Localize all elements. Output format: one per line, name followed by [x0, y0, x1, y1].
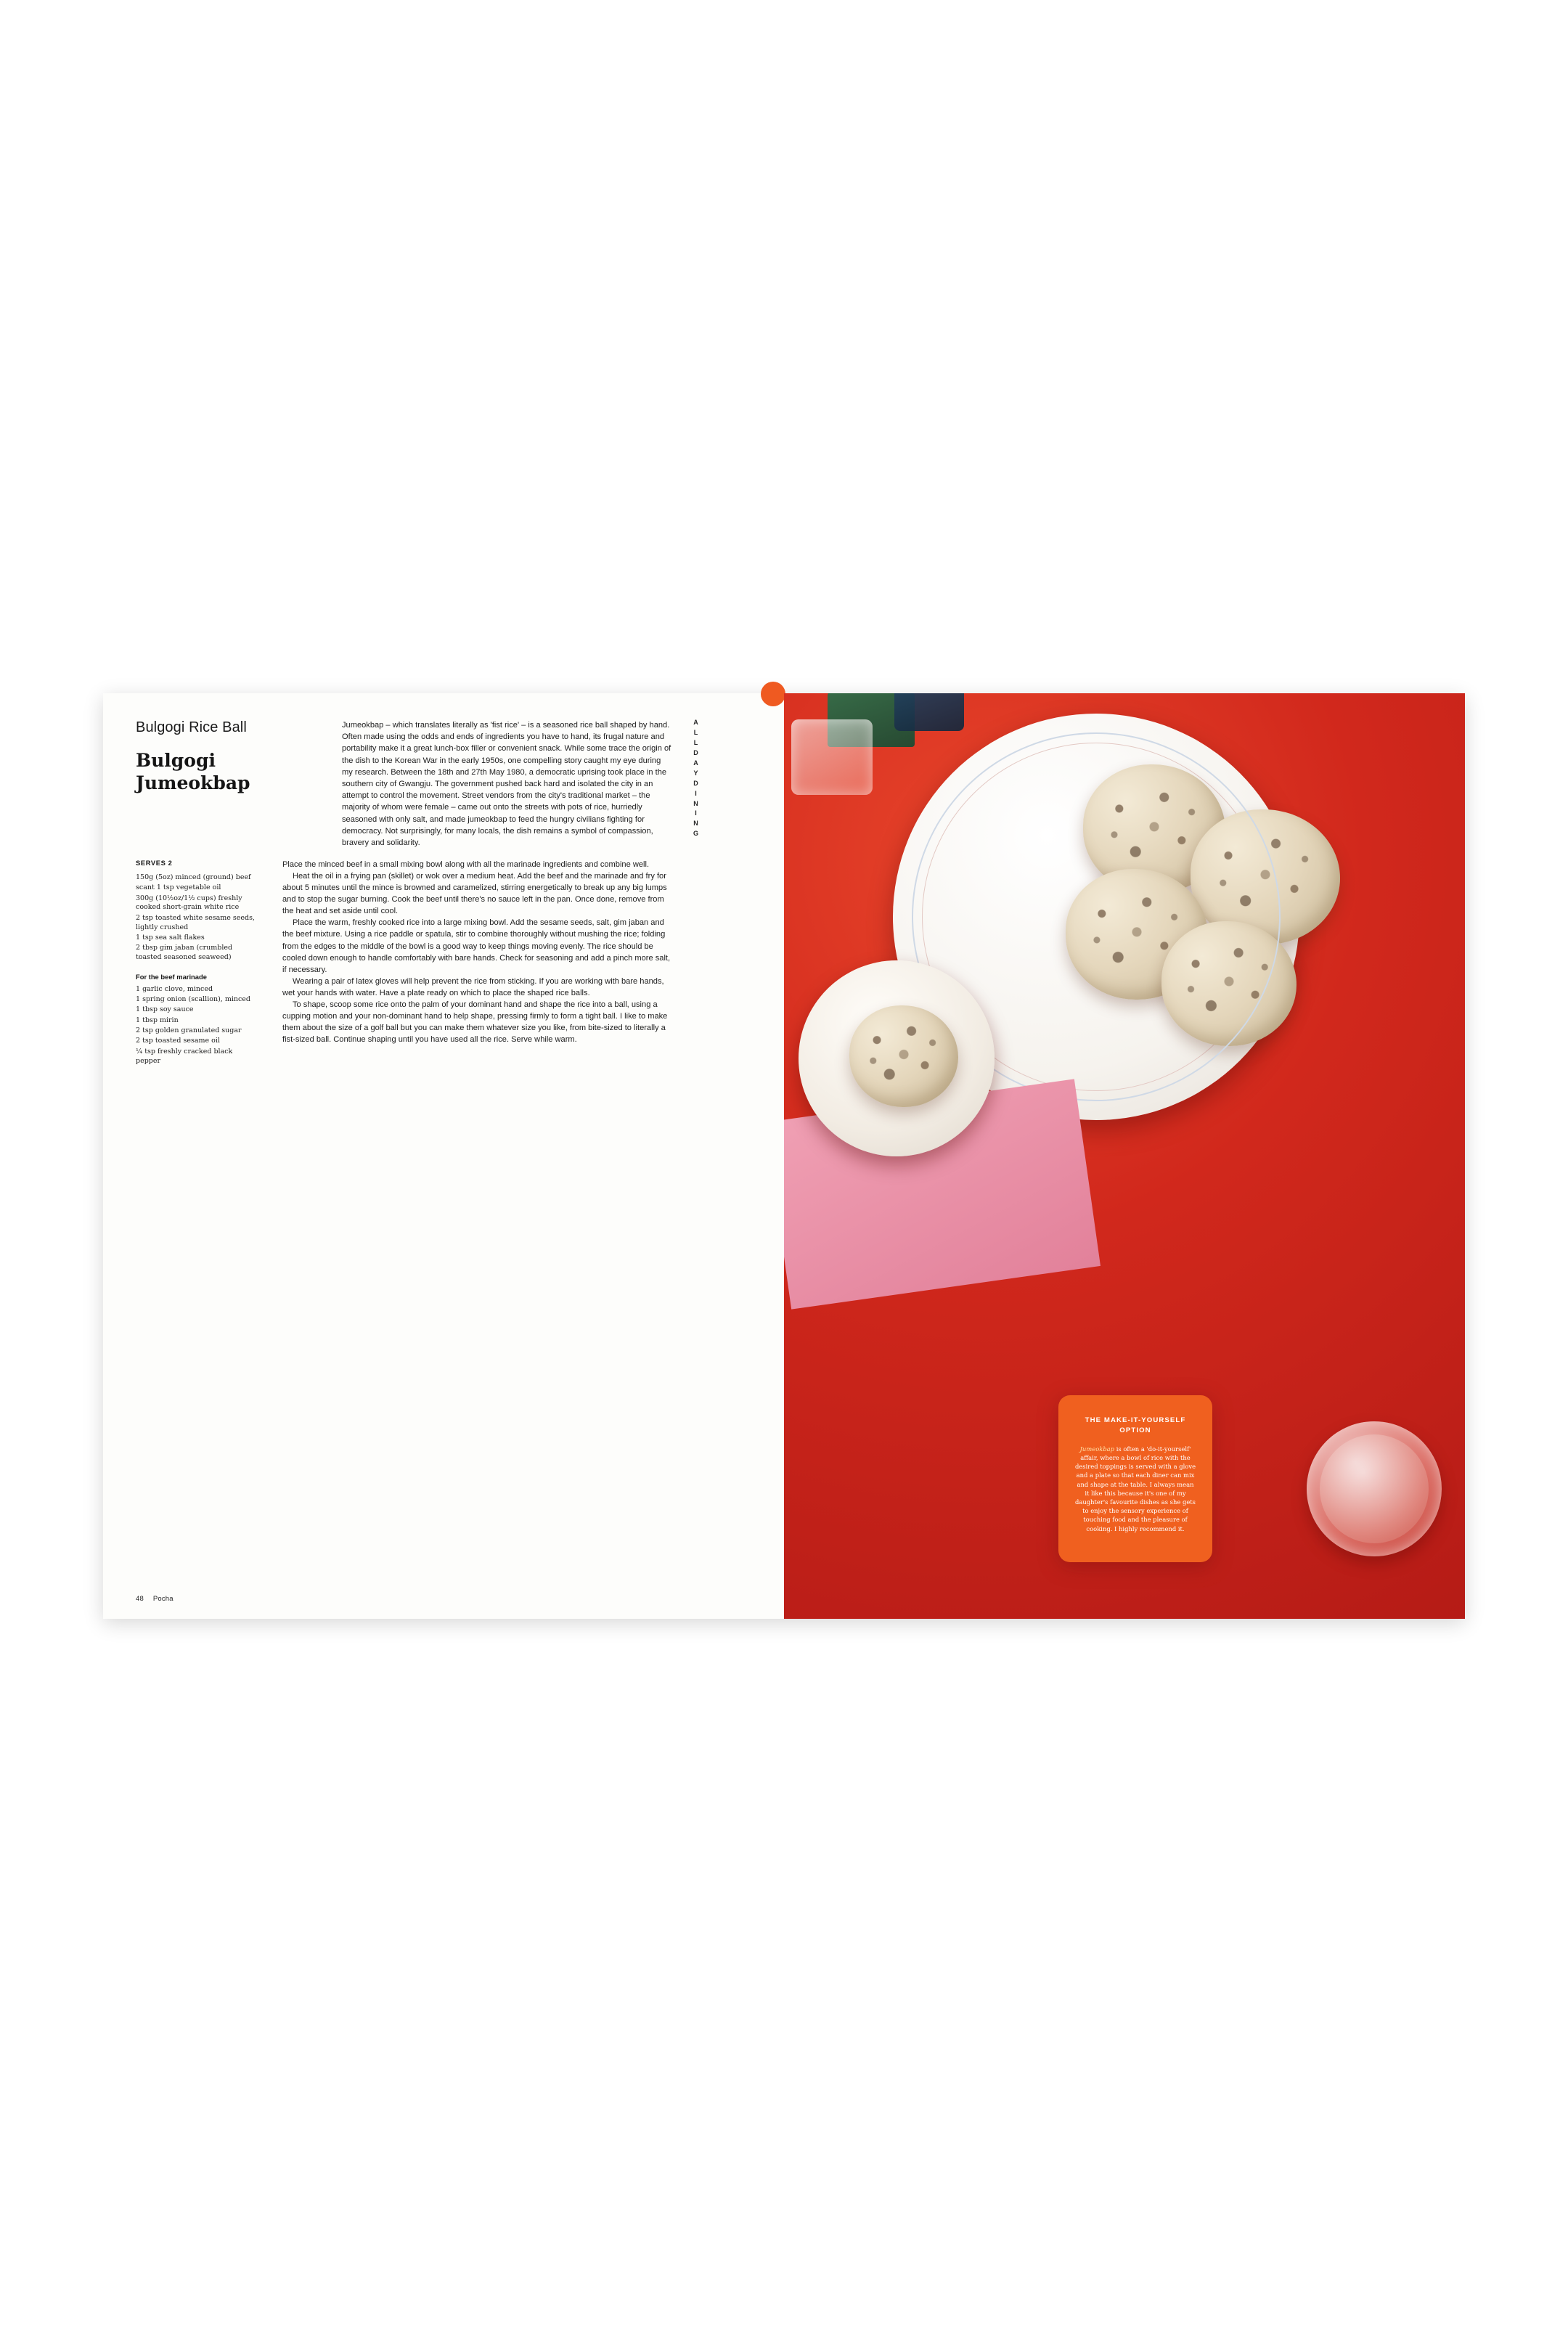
- rice-ball: [1083, 764, 1225, 894]
- recipe-title-main: Bulgogi: [136, 750, 216, 771]
- running-head-letter: I: [695, 809, 698, 817]
- orange-dot-decoration: [761, 682, 785, 706]
- serves-label: SERVES 2: [136, 859, 173, 867]
- running-head-letter: N: [693, 820, 699, 828]
- list-item: 2 tsp toasted sesame oil: [136, 1037, 220, 1045]
- method-step: Heat the oil in a frying pan (skillet) or wok over a medium heat. Add the beef and the marinade and fry for about 5 minutes until the mince is browned and caramelized, stirring energetically to break up any big lumps and to stop the sugar burning. Cook the beef until there's no sauce left in the pan. Once done, remove from the heat and set aside until cool.: [282, 872, 667, 916]
- folio: [136, 1595, 173, 1603]
- callout-body: [1074, 1445, 1196, 1533]
- method-step: Place the warm, freshly cooked rice into a large mixing bowl. Add the sesame seeds, salt, gim jaban and the beef mixture. Using a rice paddle or spatula, stir to combine thoroughly without mushing the rice; folding from the edges to the middle of the bowl is a good way to keep things moving evenly. The rice should be cooled down enough to handle comfortably with bare hands. Check for seasoning and add a pinch more salt, if necessary.: [282, 918, 671, 974]
- ingredients-list: [136, 873, 259, 963]
- drinking-glass: [1307, 1421, 1442, 1556]
- list-item: 1 spring onion (scallion), minced: [136, 995, 251, 1004]
- list-item: 150g (5oz) minced (ground) beef: [136, 873, 251, 881]
- list-item: 1 garlic clove, minced: [136, 984, 213, 993]
- rice-ball: [1161, 921, 1297, 1046]
- method-step: Place the minced beef in a small mixing bowl along with all the marinade ingredients and combine well.: [282, 860, 650, 869]
- marinade-heading: For the beef marinade: [136, 972, 207, 981]
- folio-number: 48: [136, 1595, 144, 1603]
- list-item: scant 1 tsp vegetable oil: [136, 883, 221, 892]
- running-head: [687, 718, 705, 839]
- prop-jar-blue: [894, 693, 964, 731]
- cookbook-spread: [103, 693, 1465, 1619]
- list-item: 2 tsp toasted white sesame seeds, lightly crushed: [136, 913, 256, 931]
- right-page-photo: [784, 693, 1465, 1619]
- list-item: 1 tsp sea salt flakes: [136, 933, 205, 942]
- callout-heading: THE MAKE-IT-YOURSELF OPTION: [1085, 1416, 1186, 1434]
- rice-ball: [849, 1005, 958, 1107]
- callout-keyword: Jumeokbap: [1079, 1445, 1115, 1453]
- ingredients-column: [136, 859, 259, 1067]
- running-head-letter: A: [693, 719, 699, 726]
- running-head-letter: L: [693, 738, 699, 746]
- rice-ball: [1066, 869, 1208, 1000]
- page-title: Bulgogi Rice Ball: [136, 719, 247, 735]
- method-step: Wearing a pair of latex gloves will help prevent the rice from sticking. If you are working with bare hands, wet your hands with water. Have a plate ready on which to place the shaped rice balls.: [282, 976, 664, 997]
- running-head-letter: N: [693, 799, 699, 807]
- running-head-letter: D: [693, 748, 699, 756]
- method-step: To shape, scoop some rice onto the palm of your dominant hand and shape the rice into a ball, using a cupping motion and your non-dominant hand to help shape, pressing firmly to form a tight ball. I like to make them about the size of a golf ball but you can make them whatever size you like, from bite-sized to literally a fist-sized ball. Continue shaping until you have used all the rice. Serve while warm.: [282, 1000, 668, 1045]
- recipe-intro-text: Jumeokbap – which translates literally as 'fist rice' – is a seasoned rice ball shaped by hand. Often made using the odds and ends of ingredients you have to hand, its frugal nature and portability make it a great lunch-box filler or convenient snack. While some trace the origin of the dish to the Korean War in the early 1950s, one compelling story caught my eye during my research. Between the 18th and 27th May 1980, a democratic uprising took place in the southern city of Gwangju. The government pushed back hard and isolated the city in an attempt to control the movement. Street vendors from the city's traditional market – the majority of whom were female – came out onto the streets with pots of rice, hurriedly seasoned with only salt, and made jumeokbap to feed the hungry civilians fighting for democracy. Not surprisingly, for many locals, the dish remains a symbol of compassion, bravery and solidarity.: [342, 721, 671, 847]
- list-item: 1 tbsp mirin: [136, 1016, 179, 1024]
- method-column: [282, 859, 672, 1045]
- list-item: ¼ tsp freshly cracked black pepper: [136, 1047, 233, 1065]
- running-head-letter: Y: [693, 769, 699, 777]
- list-item: 300g (10½oz/1½ cups) freshly cooked short-grain white rice: [136, 894, 242, 912]
- make-it-yourself-callout: [1058, 1395, 1212, 1562]
- folio-title: Pocha: [152, 1595, 173, 1603]
- marinade-ingredients-list: [136, 985, 259, 1066]
- running-head-letter: L: [693, 728, 699, 736]
- list-item: 2 tbsp gim jaban (crumbled toasted seasoned seaweed): [136, 944, 233, 961]
- running-head-letter: G: [693, 830, 699, 838]
- running-head-letter: D: [693, 779, 699, 787]
- left-page: [103, 693, 784, 1619]
- running-head-letter: A: [693, 759, 699, 767]
- rice-ball: [1191, 809, 1340, 944]
- recipe-title-korean: [136, 750, 324, 794]
- recipe-title-sub: Jumeokbap: [136, 772, 250, 793]
- callout-body-text: is often a 'do-it-yourself' affair, where a bowl of rice with the desired toppings is served with a glove and a plate so that each diner can mix and shape at the table. I always mean it like this because it's one of my daughter's favourite dishes as she gets to enjoy the sensory experience of touching food and the pleasure of cooking. I highly recommend it.: [1074, 1445, 1196, 1532]
- prop-glass: [791, 719, 873, 795]
- list-item: 1 tbsp soy sauce: [136, 1005, 194, 1014]
- list-item: 2 tsp golden granulated sugar: [136, 1026, 242, 1035]
- small-plate: [799, 960, 995, 1156]
- running-head-letter: I: [695, 789, 698, 797]
